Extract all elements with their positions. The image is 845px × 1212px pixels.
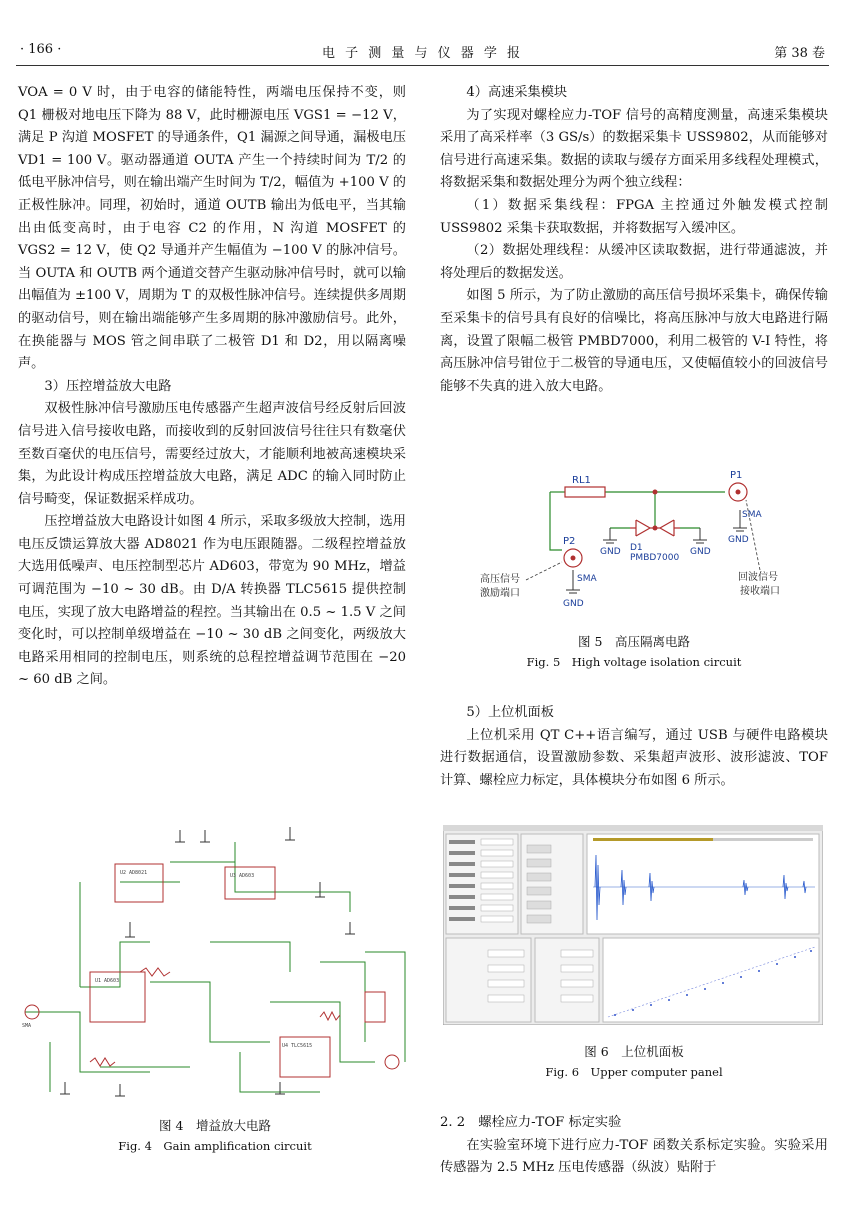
right-column-middle [440, 702, 828, 792]
page-header [16, 38, 829, 66]
paragraph: （2）数据处理线程：从缓冲区读取数据，进行带通滤波，并将处理后的数据发送。 [440, 243, 828, 281]
svg-text:U1 AD603: U1 AD603 [95, 978, 120, 984]
svg-text:U2 AD8021: U2 AD8021 [120, 870, 148, 876]
right-column-bottom [440, 1112, 828, 1180]
right-column-top [440, 82, 828, 398]
svg-text:U4 TLC5615: U4 TLC5615 [282, 1043, 313, 1049]
sma-label: SMA [577, 574, 597, 584]
header-rule [16, 65, 829, 66]
gnd-label: GND [728, 535, 749, 545]
sma-label: SMA [742, 510, 762, 520]
volume-label: 第 38 卷 [774, 46, 825, 61]
figure-caption-cn: 图 5 高压隔离电路 [578, 634, 690, 649]
subsection-heading: 5）上位机面板 [466, 705, 554, 720]
paragraph: 在实验室环境下进行应力-TOF 函数关系标定实验。实验采用传感器为 2.5 MHz 压电传感器（纵波）贴附于 [440, 1137, 828, 1176]
figure-caption-en: Fig. 5 High voltage isolation circuit [526, 655, 742, 669]
figure-caption-cn: 图 6 上位机面板 [584, 1044, 684, 1059]
figure-6-panel [443, 825, 823, 1025]
figure-caption-en: Fig. 4 Gain amplification circuit [118, 1139, 312, 1153]
figure-4-schematic [20, 822, 410, 1104]
gnd-label: GND [600, 547, 621, 557]
figure-6-caption [440, 1038, 828, 1080]
subsection-heading: 3）压控增益放大电路 [44, 378, 172, 394]
svg-text:U3 AD603: U3 AD603 [230, 873, 255, 879]
left-note-line2: 激励端口 [480, 588, 520, 599]
figure-5-caption [440, 628, 828, 670]
subsection-heading: 4）高速采集模块 [466, 85, 568, 100]
figure-5-schematic [460, 470, 800, 620]
left-column [18, 82, 406, 692]
right-note-line1: 回波信号 [738, 572, 778, 583]
left-note-line1: 高压信号 [480, 574, 520, 585]
paragraph: 双极性脉冲信号激励压电传感器产生超声波信号经反射后回波信号进入信号接收电路，而接收到的反射回波信号往往只有数毫伏至数百毫伏的电压信号，需要经过放大，才能顺利地被高速模块采集，为此设计构成压控增益放大电路，满足 ADC 的输入同时防止信号畸变，保证数据采样成功。 [18, 401, 406, 507]
rl1-label: RL1 [572, 475, 591, 486]
figure-caption-cn: 图 4 增益放大电路 [159, 1118, 271, 1133]
paragraph: （1）数据采集线程：FPGA 主控通过外触发模式控制 USS9802 采集卡获取数据，并将数据写入缓冲区。 [440, 197, 828, 236]
gnd-label: GND [563, 599, 584, 609]
paragraph: 为了实现对螺栓应力-TOF 信号的高精度测量，高速采集模块采用了高采样率（3 GS/s）的数据采集卡 USS9802，从而能够对信号进行高速采集。数据的读取与缓存方面采用多线程处理模式，将数据采集和数据处理分为两个独立线程： [440, 107, 828, 191]
p2-label: P2 [563, 536, 576, 547]
d1-label: D1 [630, 543, 643, 553]
svg-text:SMA: SMA [22, 1023, 32, 1029]
page-number: · 166 · [20, 42, 62, 57]
paragraph: 压控增益放大电路设计如图 4 所示，采取多级放大控制，选用电压反馈运算放大器 AD8021 作为电压跟随器。二级程控增益放大选用低噪声、电压控制型芯片 AD603，带宽为 90 MHz，增益可调范围为 −10 ~ 30 dB。由 D/A 转换器 TLC5615 提供控制电压，实现了放大电路增益的程控。当其输出在 0.5 ~ 1.5 V 之间变化时，可以控制单级增益在 −10 ~ 30 dB 之间变化，两级放大电路采用相同的控制电压，则系统的总程控增益调节范围在 −20 ~ 60 dB 之间。 [18, 514, 406, 688]
section-heading: 2. 2 螺栓应力-TOF 标定实验 [440, 1115, 622, 1130]
paragraph: 如图 5 所示，为了防止激励的高压信号损坏采集卡，确保传输至采集卡的信号具有良好的信噪比，将高压脉冲与放大电路进行隔离，设置了限幅二极管 PMBD7000，利用二极管的 V-I 特性，将高压脉冲信号钳位于二极管的导通电压，又使幅值较小的回波信号能够不失真的进入放大电路。 [440, 288, 828, 394]
journal-title: 电 子 测 量 与 仪 器 学 报 [321, 46, 524, 61]
p1-label: P1 [730, 470, 743, 481]
figure-4-caption [20, 1112, 410, 1154]
gnd-label: GND [690, 547, 711, 557]
paragraph: 上位机采用 QT C++语言编写，通过 USB 与硬件电路模块进行数据通信，设置激励参数、采集超声波形、波形滤波、TOF 计算、螺栓应力标定，具体模块分布如图 6 所示。 [440, 727, 828, 788]
pmbd-label: PMBD7000 [630, 553, 680, 563]
figure-caption-en: Fig. 6 Upper computer panel [545, 1065, 723, 1079]
paragraph: VOA = 0 V 时，由于电容的储能特性，两端电压保持不变，则 Q1 栅极对地电压下降为 88 V，此时栅源电压 VGS1 = −12 V，满足 P 沟道 MOSFET 的导通条件，Q1 漏源之间导通，漏极电压 VD1 = 100 V。驱动器通道 OUTA 产生一个持续时间为 T/2 的低电平脉冲信号，则在输出端产生时间为 T/2，幅值为 +100 V 的正极性脉冲。同理，初始时，通道 OUTB 输出为低电平，当其输出由低变高时，由于电容 C2 的作用，N 沟道 MOSFET 的 VGS2 = 12 V，使 Q2 导通并产生幅值为 −100 V 的脉冲信号。当 OUTA 和 OUTB 两个通道交替产生驱动脉冲信号时，就可以输出幅值为 ±100 V，周期为 T 的双极性脉冲信号。连续提供多周期的驱动信号，则在输出端能够产生多周期的脉冲激励信号。此外，在换能器与 MOS 管之间串联了二极管 D1 和 D2，用以隔离噪声。 [18, 85, 406, 372]
right-note-line2: 接收端口 [740, 586, 780, 597]
